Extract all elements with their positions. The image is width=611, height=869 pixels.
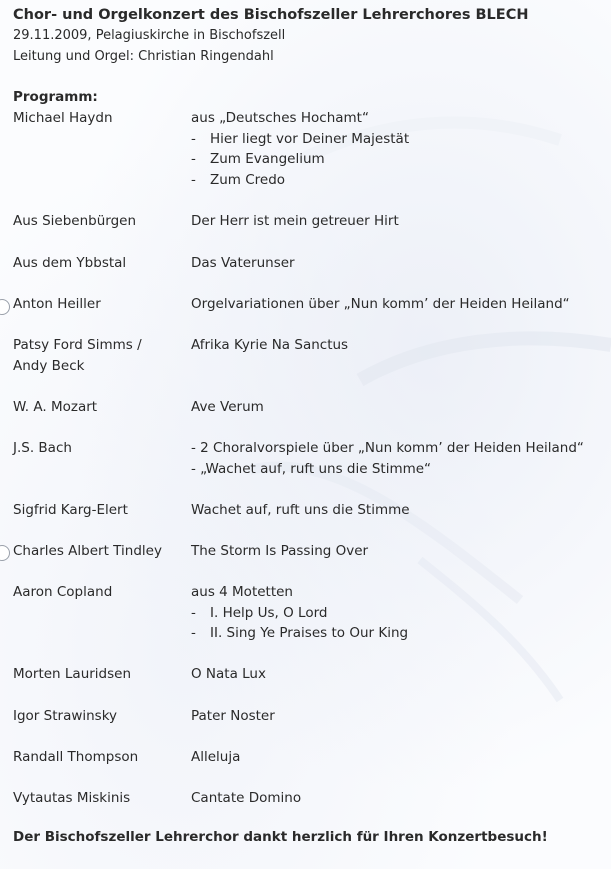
work-line: Wachet auf, ruft uns die Stimme	[191, 502, 410, 518]
composer-name	[13, 253, 173, 274]
dash-bullet: -	[191, 625, 196, 641]
concert-title: Chor- und Orgelkonzert des Bischofszeller Lehrerchores BLECH	[13, 7, 529, 23]
work-title	[191, 253, 606, 274]
composer-name	[13, 397, 173, 418]
work-title	[191, 438, 606, 479]
work-title	[191, 747, 606, 768]
movement-item	[191, 623, 606, 644]
work-title	[191, 294, 606, 315]
composer-name	[13, 335, 173, 376]
work-line: O Nata Lux	[191, 666, 266, 682]
composer-line: Aus Siebenbürgen	[13, 213, 137, 229]
work-title	[191, 706, 606, 727]
work-line: - „Wachet auf, ruft uns die Stimme“	[191, 460, 432, 477]
composer-name	[13, 747, 173, 768]
composer-line: Igor Strawinsky	[13, 708, 118, 724]
work-title	[191, 664, 606, 685]
work-line: Das Vaterunser	[191, 255, 295, 271]
composer-line: W. A. Mozart	[13, 399, 98, 415]
work-title	[191, 335, 606, 356]
work-line: Ave Verum	[191, 399, 264, 415]
composer-name	[13, 541, 173, 562]
concert-header	[13, 5, 528, 67]
composer-line: Morten Lauridsen	[13, 666, 132, 682]
composer-name	[13, 706, 173, 727]
composer-line: Aus dem Ybbstal	[13, 255, 127, 271]
composer-name	[13, 582, 173, 603]
dash-bullet: -	[191, 171, 196, 188]
work-line: Afrika Kyrie Na Sanctus	[191, 337, 349, 353]
movement-item	[191, 149, 606, 170]
composer-line: Charles Albert Tindley	[13, 543, 162, 559]
work-line: Der Herr ist mein getreuer Hirt	[191, 213, 399, 229]
dash-bullet: -	[191, 151, 196, 167]
composer-line: Aaron Copland	[13, 584, 113, 600]
punch-hole	[0, 545, 10, 561]
concert-date-place: 29.11.2009, Pelagiuskirche in Bischofszell	[13, 28, 286, 43]
movement-title: I. Help Us, O Lord	[210, 604, 328, 621]
concert-director: Leitung und Orgel: Christian Ringendahl	[13, 49, 274, 64]
work-line: - 2 Choralvorspiele über „Nun komm’ der Heiden Heiland“	[191, 440, 584, 456]
work-line: Alleluja	[191, 749, 241, 765]
dash-bullet: -	[191, 130, 196, 147]
movement-item	[191, 170, 606, 191]
work-line: aus 4 Motetten	[191, 584, 293, 600]
composer-line: Patsy Ford Simms /	[13, 337, 142, 353]
composer-line: Anton Heiller	[13, 296, 101, 312]
work-line: Pater Noster	[191, 708, 275, 724]
movement-title: Hier liegt vor Deiner Majestät	[210, 130, 410, 147]
composer-name	[13, 294, 173, 315]
program-heading: Programm:	[13, 89, 98, 105]
punch-hole	[0, 299, 10, 315]
movement-item	[191, 129, 606, 150]
work-title	[191, 500, 606, 521]
composer-line: Michael Haydn	[13, 110, 113, 126]
work-title	[191, 582, 606, 644]
composer-line: Sigfrid Karg-Elert	[13, 502, 128, 518]
work-title	[191, 211, 606, 232]
work-title	[191, 788, 606, 809]
composer-name	[13, 788, 173, 809]
composer-line: Vytautas Miskinis	[13, 790, 131, 806]
work-line: Orgelvariationen über „Nun komm’ der Heiden Heiland“	[191, 296, 570, 312]
dash-bullet: -	[191, 604, 196, 621]
composer-line: Randall Thompson	[13, 749, 139, 765]
composer-line: J.S. Bach	[13, 440, 72, 456]
movement-title: Zum Credo	[210, 171, 286, 188]
composer-line: Andy Beck	[13, 357, 85, 374]
movement-item	[191, 603, 606, 624]
movement-title: Zum Evangelium	[210, 151, 325, 167]
work-line: Cantate Domino	[191, 790, 302, 806]
work-title	[191, 108, 606, 190]
work-line: The Storm Is Passing Over	[191, 543, 369, 559]
composer-name	[13, 108, 173, 129]
composer-name	[13, 438, 173, 459]
composer-name	[13, 500, 173, 521]
work-title	[191, 541, 606, 562]
movement-title: II. Sing Ye Praises to Our King	[210, 625, 409, 641]
work-title	[191, 397, 606, 418]
work-line: aus „Deutsches Hochamt“	[191, 110, 369, 126]
closing-note: Der Bischofszeller Lehrerchor dankt herzlich für Ihren Konzertbesuch!	[13, 829, 548, 845]
composer-name	[13, 211, 173, 232]
composer-name	[13, 664, 173, 685]
